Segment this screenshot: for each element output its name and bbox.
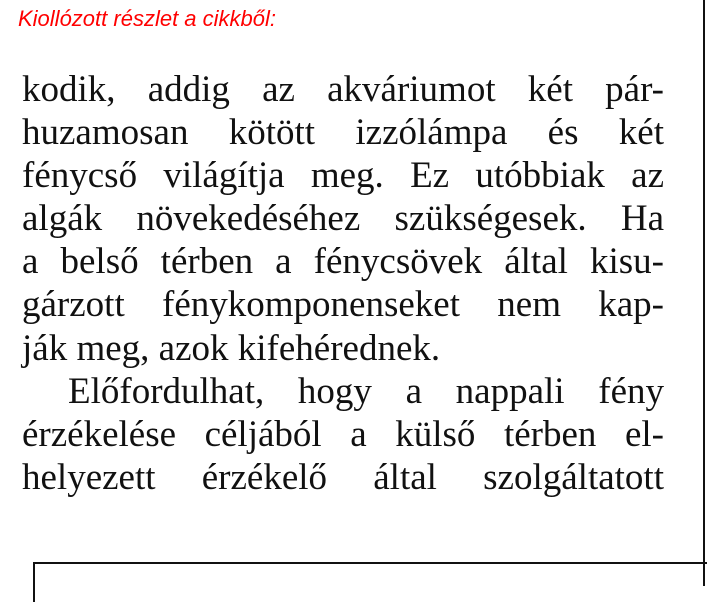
next-section-frame xyxy=(33,562,707,602)
article-line: a belső térben a fénycsövek által kisu- xyxy=(22,241,664,283)
clipping-caption: Kiollózott részlet a cikkből: xyxy=(18,6,276,31)
article-line: ják meg, azok kifehérednek. xyxy=(22,327,441,369)
clipping-edge xyxy=(703,0,705,586)
article-line: kodik, addig az akváriumot két pár- xyxy=(22,69,664,110)
article-text xyxy=(22,68,664,499)
article-line-indented: Előfordulhat, hogy a nappali fény xyxy=(68,370,664,412)
article-line: gárzott fénykomponenseket nem kap- xyxy=(22,284,664,326)
article-line: algák növekedéséhez szükségesek. Ha xyxy=(22,198,664,240)
article-line: érzékelése céljából a külső térben el- xyxy=(22,413,664,455)
article-line: huzamosan kötött izzólámpa és két xyxy=(22,112,664,154)
article-line: helyezett érzékelő által szolgáltatott xyxy=(22,456,664,498)
article-line: fénycső világítja meg. Ez utóbbiak az xyxy=(22,155,664,197)
